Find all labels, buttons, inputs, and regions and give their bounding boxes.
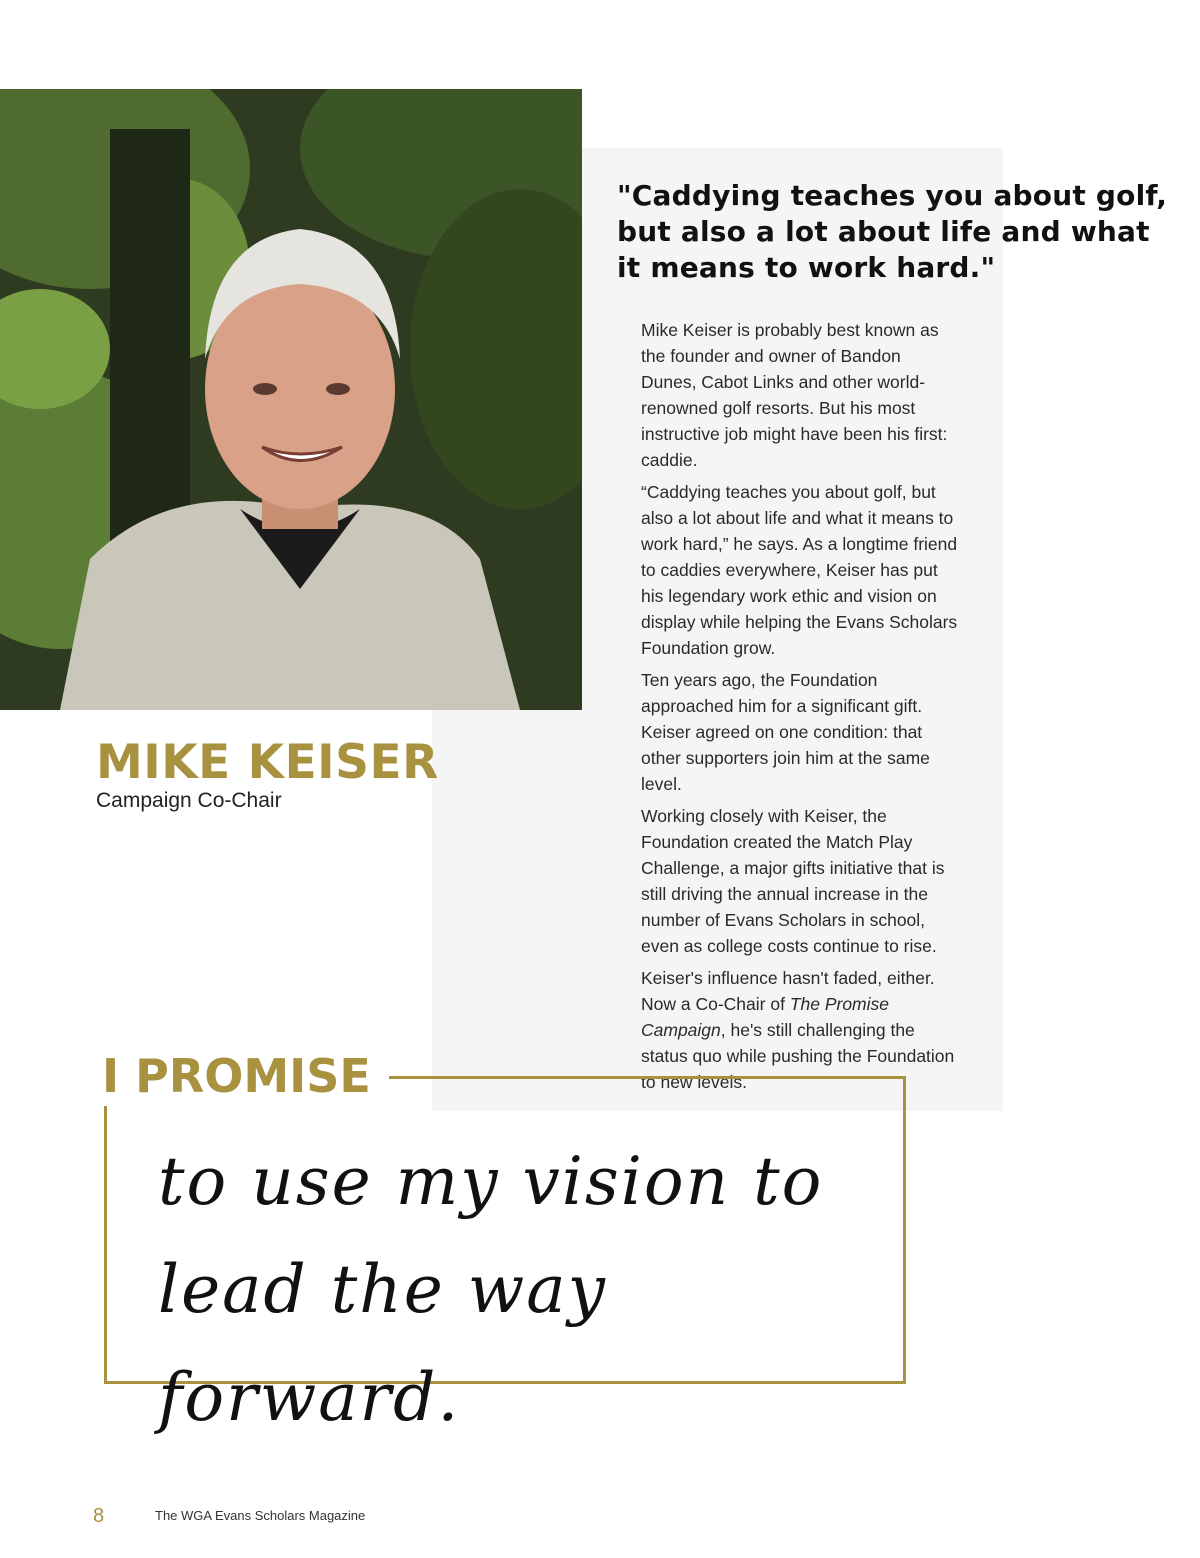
article-paragraph: Ten years ago, the Foundation approached him for a significant gift. Keiser agreed on one condition: that other supporters join him at the same level.	[641, 670, 930, 794]
article-text: , he's still challenging the status quo while pushing the Foundation to new levels.	[641, 1020, 955, 1092]
profile-role: Campaign Co-Chair	[96, 789, 282, 812]
article-paragraph: “Caddying teaches you about golf, but also a lot about life and what it means to work hard,” he says. As a longtime friend to caddies everywhere, Keiser has put his legendary work ethic and vision on display while helping the Evans Scholars Foundation grow.	[641, 482, 958, 658]
pull-quote: "Caddying teaches you about golf, but also a lot about life and what it means to work hard."	[617, 179, 1168, 284]
portrait-photo	[0, 89, 582, 710]
article-body	[641, 317, 961, 1101]
page-number: 8	[93, 1505, 105, 1527]
article-paragraph: Mike Keiser is probably best known as the founder and owner of Bandon Dunes, Cabot Links and other world-renowned golf resorts. But his most instructive job might have been his first: caddie.	[641, 320, 948, 470]
promise-heading: I PROMISE	[96, 1046, 389, 1106]
article-paragraph: Working closely with Keiser, the Foundation created the Match Play Challenge, a major gifts initiative that is still driving the annual increase in the number of Evans Scholars in school, even as college costs continue to rise.	[641, 806, 945, 956]
campaign-name: The Promise Campaign	[641, 994, 890, 1040]
article-text: Keiser's influence hasn't faded, either. Now a Co-Chair of	[641, 968, 935, 1014]
promise-line: to use my vision to	[158, 1143, 824, 1220]
profile-name: MIKE KEISER	[96, 735, 439, 790]
promise-statement	[158, 1128, 888, 1452]
magazine-title: The WGA Evans Scholars Magazine	[155, 1508, 366, 1523]
promise-line: lead the way forward.	[158, 1251, 607, 1436]
